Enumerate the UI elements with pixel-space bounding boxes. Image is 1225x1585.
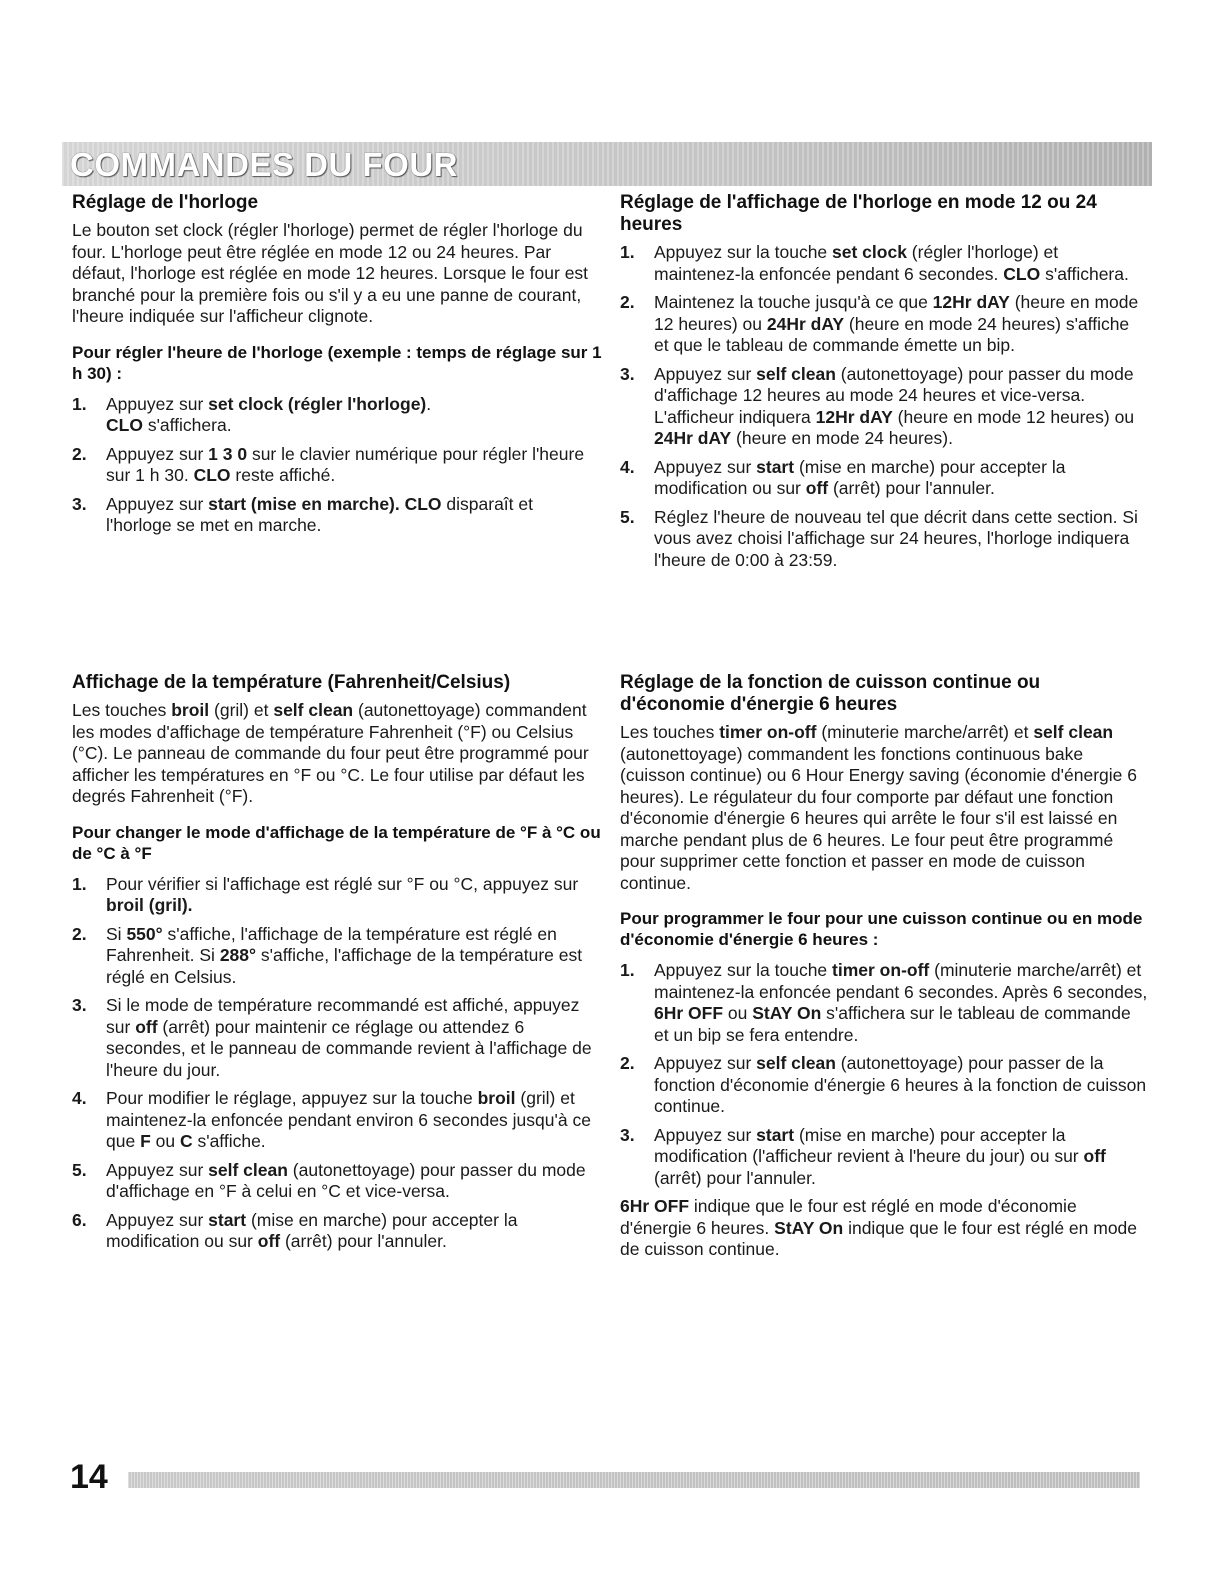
section-heading: Réglage de la fonction de cuisson continue ou d'économie d'énergie 6 heures (620, 672, 1041, 715)
step-item: 2. Si 550° s'affiche, l'affichage de la température est réglé en Fahrenheit. Si 288° s'affiche, l'affichage de la température est réglé en Celsius. (72, 923, 583, 987)
procedure-heading: Pour programmer le four pour une cuisson continue ou en mode d'économie d'énergie 6 heures : (620, 909, 1143, 949)
step-item: 1. Appuyez sur set clock (régler l'horloge). CLO s'affichera. (72, 393, 432, 435)
procedure-heading: Pour changer le mode d'affichage de la température de °F à °C ou de °C à °F (72, 822, 601, 863)
section-title: COMMANDES DU FOUR (70, 146, 458, 183)
step-item: 4. Appuyez sur start (mise en marche) pour accepter la modification ou sur off (arrêt) pour l'annuler. (620, 456, 1066, 498)
step-list (620, 960, 1148, 1189)
step-item: 4. Pour modifier le réglage, appuyez sur la touche broil (gril) et maintenez-la enfoncée pendant environ 6 secondes jusqu'à ce que F ou C s'affiche. (72, 1088, 591, 1151)
step-item: 5. Réglez l'heure de nouveau tel que décrit dans cette section. Si vous avez choisi l'affichage sur 24 heures, l'horloge indiquera l'heure de 0:00 à 23:59. (620, 506, 1138, 570)
step-item: 3. Si le mode de température recommandé est affiché, appuyez sur off (arrêt) pour maintenir ce réglage ou attendez 6 secondes, et le panneau de commande revient à l'affichage de l'heure du jour. (72, 995, 592, 1080)
page-number: 14 (70, 1458, 108, 1496)
step-item: 1. Appuyez sur la touche timer on-off (minuterie marche/arrêt) et maintenez-la enfoncée pendant 6 secondes. Après 6 secondes, 6Hr OFF ou StAY On s'affichera sur le tableau de commande et un bip se fera entendre. (620, 960, 1148, 1045)
closing-note: 6Hr OFF indique que le four est réglé en mode d'économie d'énergie 6 heures. StAY On indique que le four est réglé en mode de cuisson continue. (620, 1196, 1138, 1259)
step-item: 3. Appuyez sur start (mise en marche) pour accepter la modification (l'afficheur revient à l'heure du jour) ou sur off (arrêt) pour l'annuler. (620, 1124, 1106, 1188)
step-item: 1. Appuyez sur la touche set clock (régler l'horloge) et maintenez-la enfoncée pendant 6 secondes. CLO s'affichera. (620, 242, 1129, 284)
section-banner (62, 142, 1152, 186)
step-item: 1. Pour vérifier si l'affichage est réglé sur °F ou °C, appuyez sur broil (gril). (72, 873, 579, 915)
section-body: Les touches timer on-off (minuterie marche/arrêt) et self clean (autonettoyage) commandent les fonctions continuous bake (cuisson continue) ou 6 Hour Energy saving (économie d'énergie 6 heures). Le régulateur du four comporte par défaut une fonction d'économie d'énergie 6 heures qui arrête le four s'il est laissé en marche pendant plus de 6 heures. Le four peut être programmé pour supprimer cette fonction et passer en mode de cuisson continue. (620, 722, 1137, 893)
temperature-display-section (72, 672, 602, 1260)
clock-mode-section (620, 192, 1148, 578)
procedure-heading: Pour régler l'heure de l'horloge (exemple : temps de réglage sur 1 h 30) : (72, 342, 602, 383)
step-item: 6. Appuyez sur start (mise en marche) pour accepter la modification ou sur off (arrêt) pour l'annuler. (72, 1209, 518, 1251)
step-item: 3. Appuyez sur start (mise en marche). CLO disparaît et l'horloge se met en marche. (72, 493, 533, 535)
section-body: Le bouton set clock (régler l'horloge) permet de régler l'horloge du four. L'horloge peut être réglée en mode 12 ou 24 heures. Par défaut, l'horloge est réglée en mode 12 heures. Lorsque le four est branché pour la première fois ou s'il y a eu une panne de courant, l'heure indiquée sur l'afficheur clignote. (72, 220, 589, 326)
section-heading: Réglage de l'affichage de l'horloge en mode 12 ou 24 heures (620, 192, 1097, 235)
step-list (72, 394, 602, 537)
continuous-bake-section (620, 672, 1148, 1275)
step-list (72, 874, 602, 1253)
step-item: 2. Appuyez sur 1 3 0 sur le clavier numérique pour régler l'heure sur 1 h 30. CLO reste affiché. (72, 443, 585, 485)
section-heading: Réglage de l'horloge (72, 192, 259, 213)
section-body: Les touches broil (gril) et self clean (autonettoyage) commandent les modes d'affichage de température Fahrenheit (°F) ou Celsius (°C). Le panneau de commande du four peut être programmé pour afficher les températures en °F ou °C. Le four utilise par défaut les degrés Fahrenheit (°F). (72, 700, 589, 806)
step-item: 5. Appuyez sur self clean (autonettoyage) pour passer du mode d'affichage en °F à celui en °C et vice-versa. (72, 1159, 586, 1201)
step-list (620, 242, 1148, 571)
step-item: 2. Appuyez sur self clean (autonettoyage) pour passer de la fonction d'économie d'énergie 6 heures à la fonction de cuisson continue. (620, 1053, 1147, 1116)
step-item: 2. Maintenez la touche jusqu'à ce que 12Hr dAY (heure en mode 12 heures) ou 24Hr dAY (heure en mode 24 heures) s'affiche et que le tableau de commande émette un bip. (620, 292, 1139, 355)
section-heading: Affichage de la température (Fahrenheit/Celsius) (72, 672, 511, 693)
step-item: 3. Appuyez sur self clean (autonettoyage) pour passer du mode d'affichage 12 heures au mode 24 heures et vice-versa. L'afficheur indiquera 12Hr dAY (heure en mode 12 heures) ou 24Hr dAY (heure en mode 24 heures). (620, 363, 1135, 448)
footer-rule (128, 1472, 1140, 1488)
clock-setting-section (72, 192, 602, 544)
